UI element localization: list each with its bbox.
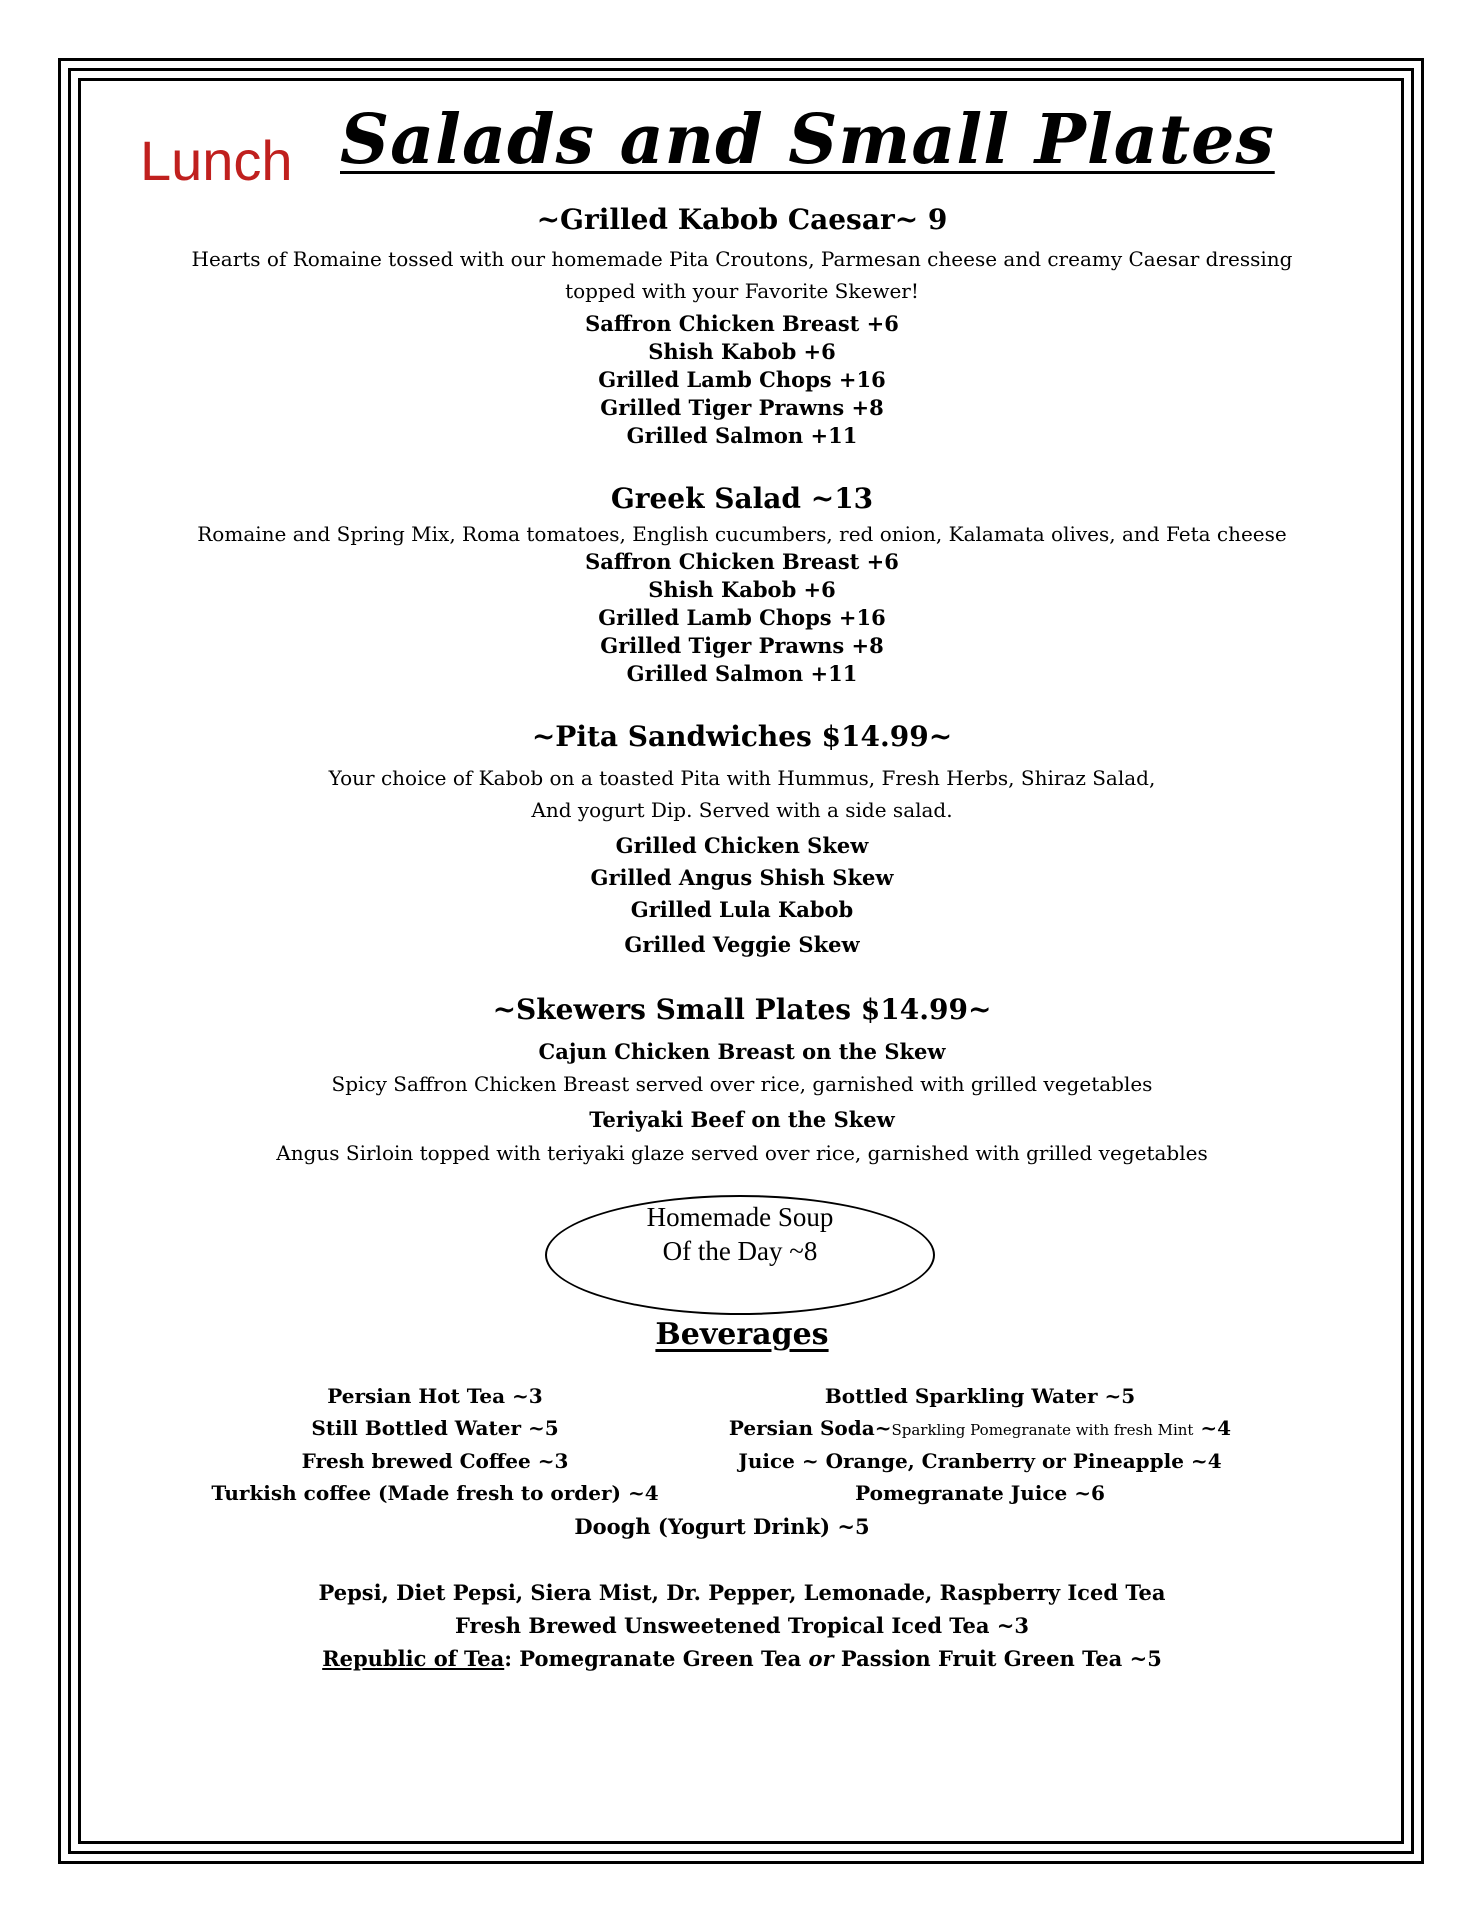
greek-salad-heading: Greek Salad ~13 — [610, 482, 874, 515]
greek-salad-desc: Romaine and Spring Mix, Roma tomatoes, English cucumbers, red onion, Kalamata olives, and Feta cheese — [197, 522, 1287, 546]
republic-of-tea-brand: Republic of Tea — [322, 1646, 505, 1671]
pita-sandwiches-option: Grilled Chicken Skew — [615, 833, 869, 858]
greek-salad-option: Grilled Lamb Chops +16 — [598, 605, 886, 630]
persian-soda-description: Sparkling Pomegranate with fresh Mint — [891, 1421, 1194, 1439]
republic-of-tea-option-b: Passion Fruit Green Tea ~5 — [833, 1646, 1162, 1671]
republic-of-tea-option-a: : Pomegranate Green Tea — [504, 1646, 809, 1671]
beverage-item: Juice ~ Orange, Cranberry or Pineapple ~4 — [738, 1449, 1222, 1473]
beverage-item: Turkish coffee (Made fresh to order) ~4 — [211, 1481, 659, 1505]
beverages-republic-of-tea — [0, 1646, 1484, 1671]
soup-line-1: Homemade Soup — [646, 1202, 834, 1232]
greek-salad-option: Grilled Tiger Prawns +8 — [600, 633, 884, 658]
kabob-caesar-desc-line-2: topped with your Favorite Skewer! — [565, 279, 919, 303]
pita-sandwiches-heading: ~Pita Sandwiches $14.99~ — [531, 720, 953, 753]
kabob-caesar-option: Shish Kabob +6 — [648, 339, 836, 364]
pita-sandwiches-option: Grilled Angus Shish Skew — [590, 865, 894, 890]
skewers-item-2-desc: Angus Sirloin topped with teriyaki glaze served over rice, garnished with grilled vegetables — [276, 1141, 1208, 1165]
lunch-label: Lunch — [140, 129, 293, 192]
pita-sandwiches-desc-line-2: And yogurt Dip. Served with a side salad. — [531, 798, 953, 822]
kabob-caesar-option: Grilled Lamb Chops +16 — [598, 367, 886, 392]
beverage-item: Still Bottled Water ~5 — [311, 1416, 559, 1440]
beverage-item: Persian Hot Tea ~3 — [327, 1384, 543, 1408]
beverages-heading: Beverages — [655, 1317, 829, 1352]
kabob-caesar-desc-line-1: Hearts of Romaine tossed with our homemade Pita Croutons, Parmesan cheese and creamy Caesar dressing — [191, 247, 1293, 271]
beverage-item: Pomegranate Juice ~6 — [855, 1481, 1105, 1505]
page-title: Salads and Small Plates — [340, 100, 1275, 180]
beverage-item: Bottled Sparkling Water ~5 — [824, 1384, 1136, 1408]
soup-line-2: Of the Day ~8 — [662, 1236, 818, 1266]
pita-sandwiches-desc-line-1: Your choice of Kabob on a toasted Pita with Hummus, Fresh Herbs, Shiraz Salad, — [328, 766, 1156, 790]
skewers-item-2-name: Teriyaki Beef on the Skew — [589, 1107, 895, 1132]
greek-salad-option: Saffron Chicken Breast +6 — [585, 549, 899, 574]
republic-of-tea-or: or — [808, 1646, 834, 1671]
kabob-caesar-heading: ~Grilled Kabob Caesar~ 9 — [536, 203, 948, 236]
persian-soda-label: Persian Soda~ — [728, 1416, 892, 1440]
beverages-sodas: Pepsi, Diet Pepsi, Siera Mist, Dr. Pepper, Lemonade, Raspberry Iced Tea — [318, 1580, 1166, 1605]
beverage-item: Fresh brewed Coffee ~3 — [301, 1449, 569, 1473]
greek-salad-option: Shish Kabob +6 — [648, 577, 836, 602]
skewers-item-1-desc: Spicy Saffron Chicken Breast served over rice, garnished with grilled vegetables — [331, 1072, 1153, 1096]
skewers-item-1-name: Cajun Chicken Breast on the Skew — [538, 1039, 946, 1064]
kabob-caesar-option: Saffron Chicken Breast +6 — [585, 311, 899, 336]
beverages-iced-tea: Fresh Brewed Unsweetened Tropical Iced Tea ~3 — [454, 1613, 1030, 1638]
greek-salad-option: Grilled Salmon +11 — [626, 661, 858, 686]
kabob-caesar-option: Grilled Salmon +11 — [626, 423, 858, 448]
persian-soda-price: ~4 — [1193, 1416, 1232, 1440]
pita-sandwiches-option: Grilled Veggie Skew — [624, 932, 860, 957]
kabob-caesar-option: Grilled Tiger Prawns +8 — [600, 395, 884, 420]
pita-sandwiches-option: Grilled Lula Kabob — [630, 897, 854, 922]
beverage-item-doogh: Doogh (Yogurt Drink) ~5 — [574, 1514, 870, 1539]
skewers-heading: ~Skewers Small Plates $14.99~ — [492, 993, 992, 1026]
beverage-item-persian-soda — [700, 1416, 1260, 1440]
